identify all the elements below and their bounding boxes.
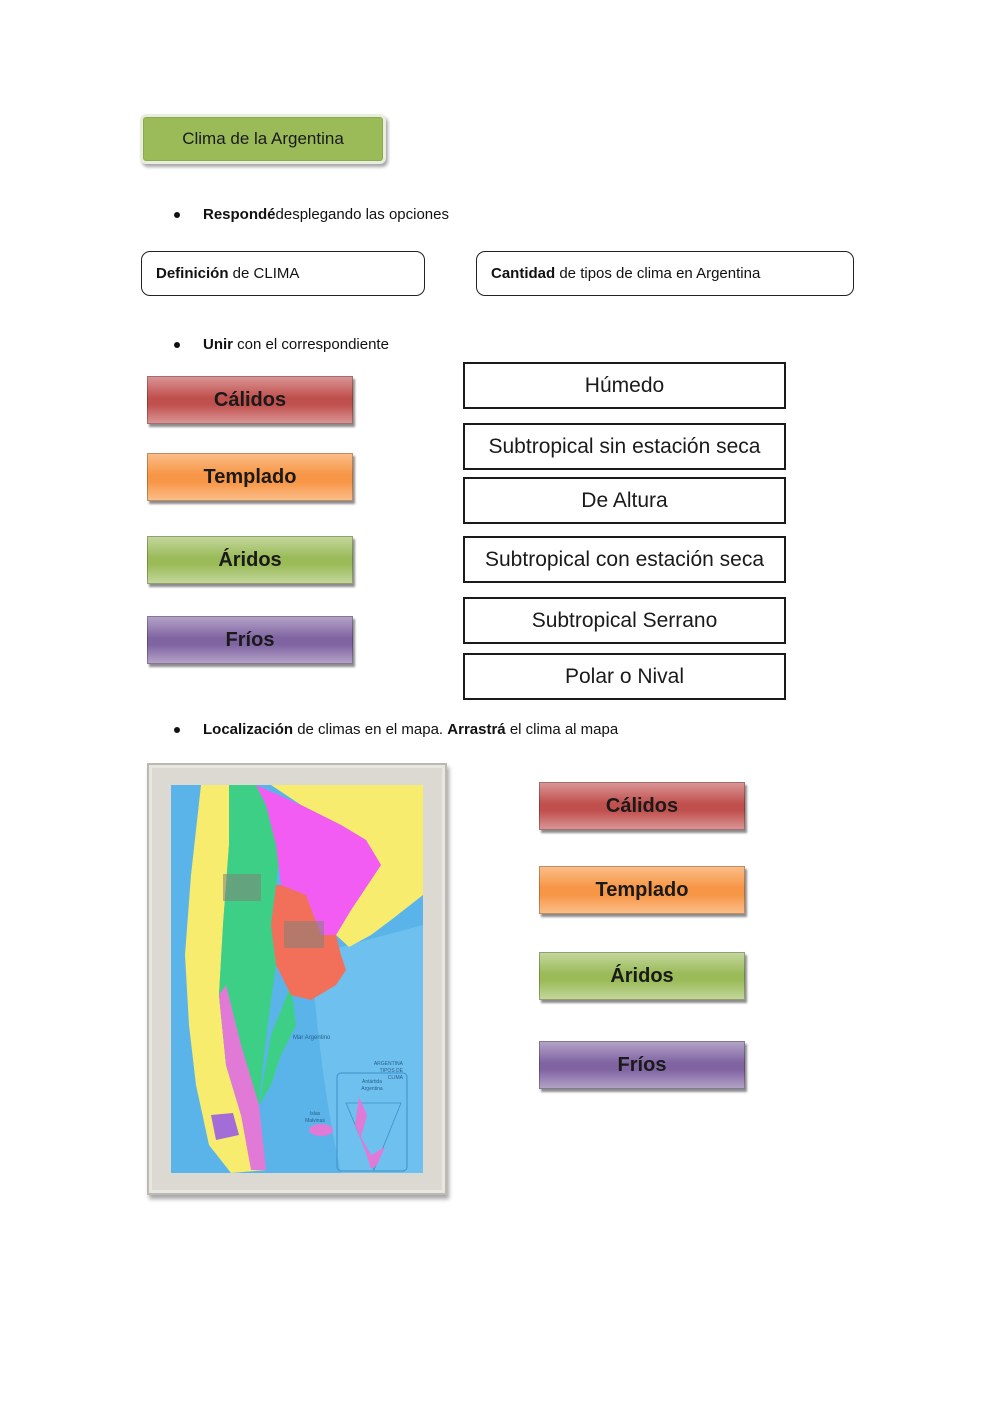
match-category-frios[interactable] bbox=[147, 616, 353, 664]
option-label: Subtropical Serrano bbox=[531, 608, 718, 632]
instruction-match bbox=[174, 336, 389, 353]
bullet-icon bbox=[174, 727, 180, 733]
category-label: Templado bbox=[203, 465, 297, 488]
drag-climate-templado[interactable] bbox=[539, 866, 745, 914]
map-drop-zone-arid[interactable] bbox=[223, 874, 261, 901]
category-label: Cálidos bbox=[213, 388, 287, 411]
climate-map bbox=[171, 785, 423, 1173]
match-option-subtropical-serrano[interactable] bbox=[463, 597, 786, 644]
match-option-subtropical-con-estacion-seca[interactable] bbox=[463, 536, 786, 583]
instruction-bold: Unir bbox=[203, 336, 233, 353]
instruction-locate bbox=[174, 721, 618, 738]
dropdown-label-bold: Definición bbox=[156, 265, 229, 282]
draggable-label: Áridos bbox=[610, 964, 674, 987]
option-label: Subtropical con estación seca bbox=[485, 547, 764, 571]
match-option-subtropical-sin-estacion-seca[interactable] bbox=[463, 423, 786, 470]
instruction-bold: Arrastrá bbox=[447, 721, 506, 738]
climate-map-frame bbox=[147, 763, 447, 1195]
match-option-de-altura[interactable] bbox=[463, 477, 786, 524]
dropdown-label-bold: Cantidad bbox=[491, 265, 556, 282]
option-label: Polar o Nival bbox=[564, 664, 685, 688]
svg-text:Antártida: Antártida bbox=[361, 1079, 383, 1085]
instruction-text: desplegando las opciones bbox=[275, 206, 449, 223]
match-option-polar-o-nival[interactable] bbox=[463, 653, 786, 700]
page-title-text: Clima de la Argentina bbox=[182, 129, 344, 148]
draggable-label: Fríos bbox=[617, 1053, 667, 1076]
argentina-climate-map-image bbox=[171, 785, 423, 1173]
svg-text:CLIMA: CLIMA bbox=[387, 1075, 403, 1081]
page-title bbox=[140, 114, 386, 164]
map-label-sea: Mar Argentino bbox=[293, 1035, 331, 1041]
option-label: De Altura bbox=[581, 488, 668, 512]
draggable-label: Templado bbox=[595, 878, 689, 901]
quantity-dropdown[interactable] bbox=[476, 251, 854, 296]
svg-text:Islas: Islas bbox=[309, 1111, 321, 1117]
bullet-icon bbox=[174, 342, 180, 348]
match-category-calidos[interactable] bbox=[147, 376, 353, 424]
instruction-bold: Respondé bbox=[203, 206, 276, 223]
instruction-bold: Localización bbox=[203, 721, 294, 738]
dropdown-label-text: de CLIMA bbox=[228, 265, 300, 282]
instruction-text: el clima al mapa bbox=[505, 721, 619, 738]
draggable-label: Cálidos bbox=[605, 794, 679, 817]
drag-climate-calidos[interactable] bbox=[539, 782, 745, 830]
option-label: Húmedo bbox=[584, 373, 665, 397]
definition-dropdown[interactable] bbox=[141, 251, 425, 296]
bullet-icon bbox=[174, 212, 180, 218]
match-category-aridos[interactable] bbox=[147, 536, 353, 584]
category-label: Fríos bbox=[225, 628, 275, 651]
svg-text:Argentina: Argentina bbox=[361, 1086, 383, 1092]
dropdown-label-text: de tipos de clima en Argentina bbox=[555, 265, 761, 282]
match-category-templado[interactable] bbox=[147, 453, 353, 501]
svg-text:ARGENTINA: ARGENTINA bbox=[373, 1061, 403, 1067]
instruction-respond bbox=[174, 206, 449, 223]
svg-text:Malvinas: Malvinas bbox=[305, 1118, 325, 1124]
instruction-text: de climas en el mapa. bbox=[293, 721, 448, 738]
drag-climate-frios[interactable] bbox=[539, 1041, 745, 1089]
option-label: Subtropical sin estación seca bbox=[488, 434, 761, 458]
svg-text:TIPOS DE: TIPOS DE bbox=[379, 1068, 403, 1074]
match-option-humedo[interactable] bbox=[463, 362, 786, 409]
drag-climate-aridos[interactable] bbox=[539, 952, 745, 1000]
instruction-text: con el correspondiente bbox=[233, 336, 389, 353]
map-drop-zone-temperate[interactable] bbox=[284, 921, 324, 948]
category-label: Áridos bbox=[218, 548, 282, 571]
